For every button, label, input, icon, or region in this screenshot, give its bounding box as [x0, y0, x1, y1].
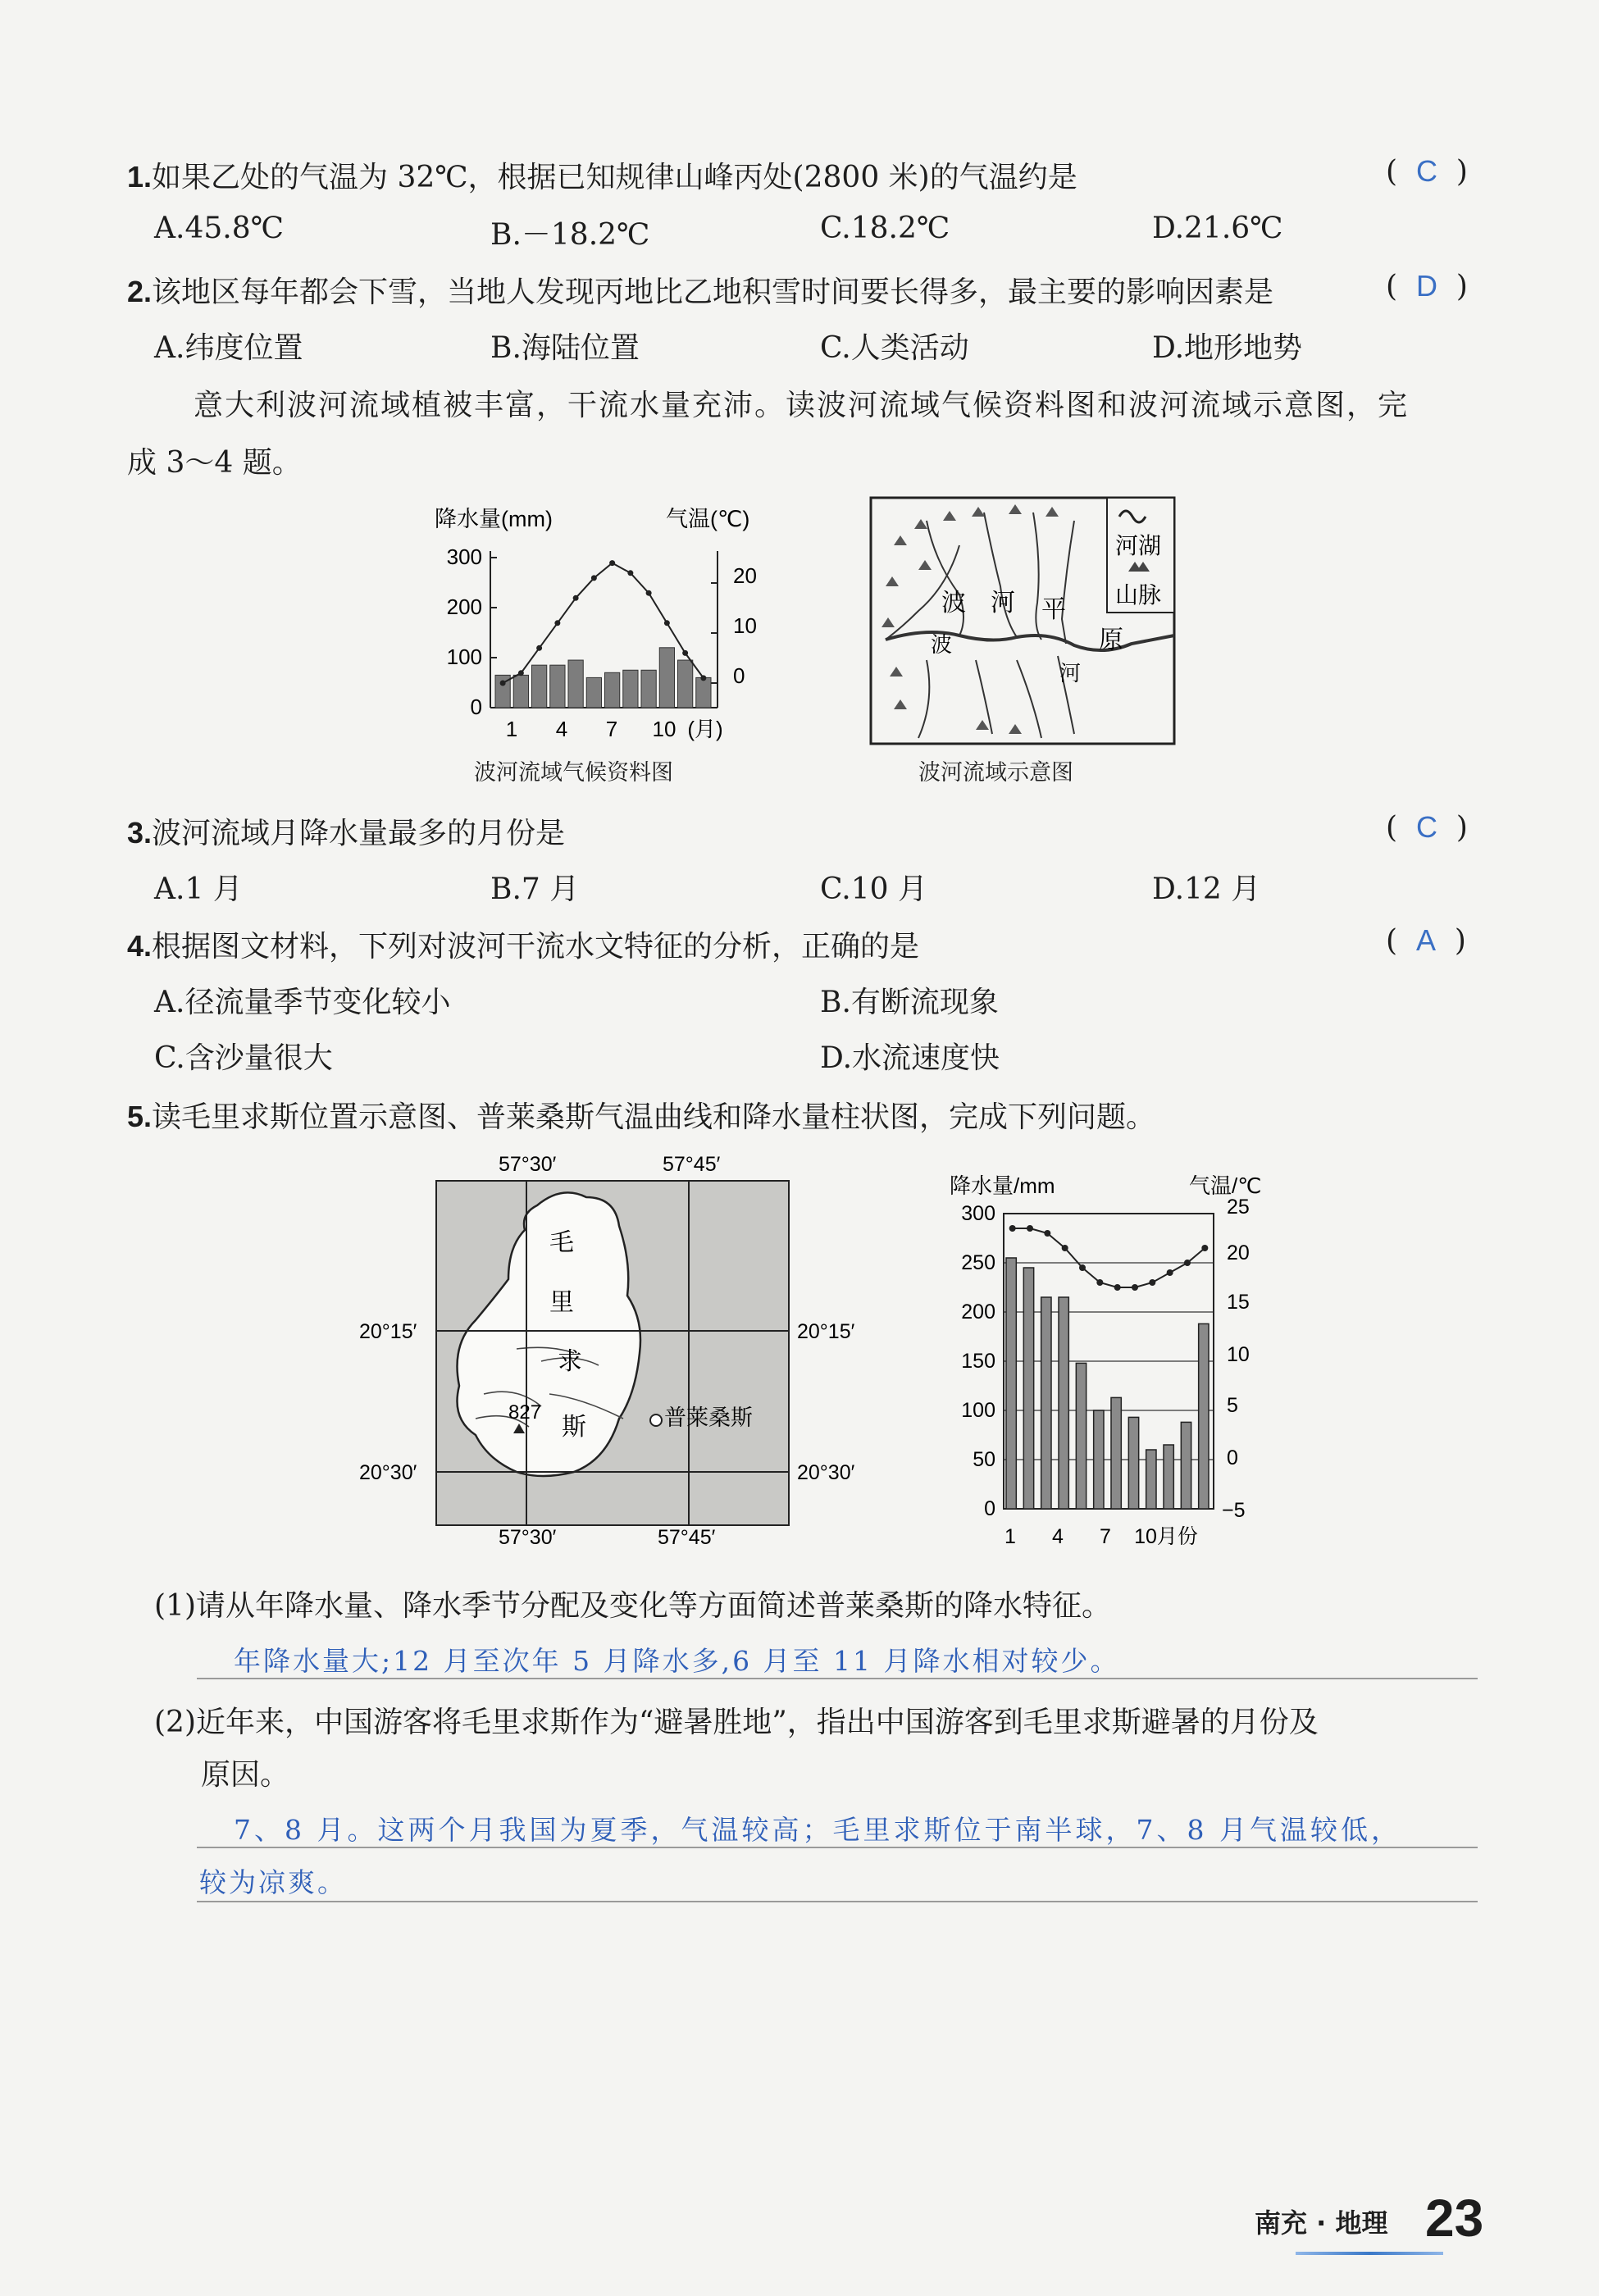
- po-precip-bar: [678, 660, 693, 708]
- po-precip-bar: [623, 670, 638, 708]
- po-ylabel-left: 降水量(mm): [435, 507, 553, 531]
- plaisance-climate-chart: [935, 1164, 1279, 1558]
- city-dot-icon: [650, 1414, 662, 1426]
- po-map-caption: 波河流域示意图: [918, 760, 1073, 786]
- city-plaisance: 普莱桑斯: [664, 1405, 753, 1430]
- pl-left-tick: 0: [984, 1497, 995, 1520]
- lat-label-right-1: 20°15′: [797, 1320, 855, 1343]
- po-label-yuan: 原: [1099, 626, 1123, 654]
- po-temp-point: [554, 620, 560, 626]
- q3-answer: C: [1415, 810, 1437, 844]
- po-precip-bar: [513, 675, 528, 708]
- q4-number: 4.: [127, 929, 153, 963]
- q3-option-c: C.10 月: [820, 872, 927, 906]
- po-basin-map: [869, 496, 1177, 746]
- po-precip-bar: [641, 670, 656, 708]
- lon-label-top-1: 57°30′: [499, 1153, 557, 1176]
- island-char-1: 毛: [549, 1229, 574, 1256]
- q5-sub1-text: 请从年降水量、降水季节分配及变化等方面简述普莱桑斯的降水特征。: [196, 1589, 1112, 1623]
- po-temp-point: [518, 670, 524, 676]
- q2-option-a: A.纬度位置: [154, 331, 303, 365]
- pl-right-tick: 5: [1227, 1394, 1238, 1417]
- pl-plot-area: [1004, 1214, 1214, 1509]
- po-left-tick: 100: [446, 645, 482, 669]
- q2-option-d: D.地形地势: [1152, 331, 1303, 365]
- pl-temp-point: [1132, 1284, 1138, 1291]
- pl-temp-point: [1044, 1230, 1050, 1237]
- peak-elevation: 827: [508, 1401, 542, 1424]
- po-temp-point: [664, 620, 670, 626]
- mauritius-map: [353, 1148, 877, 1550]
- lat-label-left-1: 20°15′: [359, 1320, 417, 1343]
- pl-precip-bar: [1076, 1363, 1086, 1509]
- pl-precip-bar: [1023, 1268, 1033, 1509]
- q5-sub1-label: (1): [154, 1589, 196, 1623]
- lon-label-bottom-2: 57°45′: [658, 1526, 716, 1549]
- pl-temp-line: [1013, 1228, 1205, 1287]
- pl-right-tick: 15: [1227, 1291, 1250, 1314]
- island-char-4: 斯: [562, 1414, 586, 1441]
- q4-option-a: A.径流量季节变化较小: [154, 986, 451, 1019]
- q3-option-d: D.12 月: [1152, 872, 1261, 906]
- po-ylabel-right: 气温(℃): [666, 507, 750, 531]
- q3-text: 波河流域月降水量最多的月份是: [152, 817, 566, 850]
- footer-accent-line: [1296, 2252, 1443, 2255]
- po-precip-bar: [550, 665, 565, 708]
- intro-line-2: 成 3～4 题。: [127, 446, 302, 480]
- po-temp-point: [700, 675, 706, 681]
- page-number: 23: [1425, 2189, 1484, 2248]
- po-climate-chart: [426, 492, 763, 787]
- po-left-tick: 300: [446, 544, 482, 569]
- q5-sub2-answer-1: 7、8 月。这两个月我国为夏季，气温较高；毛里求斯位于南半球，7、8 月气温较低，: [234, 1814, 1401, 1846]
- po-right-tick: 10: [733, 613, 757, 638]
- po-x-tick: 7: [605, 717, 618, 741]
- po-label-he2: 河: [1059, 661, 1082, 686]
- po-label-he1: 河: [991, 590, 1015, 617]
- q5-stem: [127, 1094, 1155, 1136]
- lat-label-right-2: 20°30′: [797, 1461, 855, 1484]
- po-temp-point: [609, 560, 615, 566]
- pl-precip-bar: [1041, 1297, 1051, 1509]
- po-label-bo2: 波: [931, 632, 953, 657]
- pl-left-ticks: [961, 1202, 995, 1520]
- pl-precip-bar: [1006, 1258, 1016, 1509]
- pl-right-tick: 0: [1227, 1446, 1238, 1469]
- q3-answer-paren: ( C ): [1386, 810, 1468, 845]
- po-temp-point: [536, 645, 542, 651]
- q3-stem: [127, 810, 565, 852]
- po-label-ping: 平: [1041, 596, 1066, 623]
- q3-option-b: B.7 月: [490, 872, 580, 906]
- pl-precip-bar: [1128, 1417, 1138, 1509]
- q4-option-c: C.含沙量很大: [154, 1041, 333, 1075]
- pl-right-tick: −5: [1222, 1499, 1246, 1522]
- pl-left-tick: 50: [973, 1448, 995, 1471]
- island-char-2: 里: [549, 1289, 574, 1316]
- po-x-tick: 10: [652, 717, 676, 741]
- po-left-tick: 0: [470, 695, 482, 719]
- po-temp-point: [500, 681, 506, 686]
- q5-sub2-label: (2): [154, 1706, 196, 1739]
- q1-stem: [127, 154, 1077, 196]
- pl-x-tick: 1: [1004, 1525, 1016, 1548]
- pl-temp-point: [1079, 1264, 1086, 1271]
- q1-text: 如果乙处的气温为 32℃，根据已知规律山峰丙处(2800 米)的气温约是: [152, 161, 1077, 194]
- po-right-tick: 20: [733, 563, 757, 588]
- po-mountains: [882, 504, 1059, 734]
- pl-left-tick: 150: [961, 1350, 995, 1373]
- q2-stem: [127, 269, 1273, 311]
- pl-temp-point: [1201, 1245, 1208, 1251]
- q2-option-b: B.海陆位置: [490, 331, 640, 365]
- pl-x-tick: 10月份: [1134, 1525, 1198, 1548]
- island-char-3: 求: [558, 1348, 582, 1375]
- po-legend-river: 河湖: [1115, 533, 1162, 558]
- pl-right-ticks: [1222, 1196, 1250, 1522]
- pl-precip-bar: [1111, 1397, 1121, 1509]
- po-temp-point: [627, 570, 633, 576]
- q4-answer: A: [1415, 923, 1436, 957]
- po-precip-bar: [568, 660, 583, 708]
- pl-left-tick: 250: [961, 1251, 995, 1274]
- q1-option-c: C.18.2℃: [820, 212, 950, 245]
- lon-label-bottom-1: 57°30′: [499, 1526, 557, 1549]
- q5-text: 读毛里求斯位置示意图、普莱桑斯气温曲线和降水量柱状图，完成下列问题。: [152, 1100, 1156, 1134]
- pl-precip-bar: [1199, 1323, 1209, 1509]
- pl-temp-point: [1167, 1269, 1173, 1276]
- pl-temp-point: [1062, 1245, 1068, 1251]
- q2-answer: D: [1415, 269, 1437, 303]
- po-x-unit: (月): [687, 717, 723, 741]
- pl-temp-point: [1027, 1225, 1033, 1232]
- q5-sub2-answer-2: 较为凉爽。: [199, 1866, 347, 1898]
- po-legend-mountain: 山脉: [1115, 582, 1162, 608]
- intro-line-1: 意大利波河流域植被丰富，干流水量充沛。读波河流域气候资料图和波河流域示意图，完: [194, 389, 1410, 422]
- pl-precip-bar: [1094, 1410, 1104, 1509]
- q4-text: 根据图文材料，下列对波河干流水文特征的分析，正确的是: [152, 930, 920, 963]
- q2-option-c: C.人类活动: [820, 331, 969, 365]
- po-left-tick: 200: [446, 594, 482, 619]
- po-right-tick: 0: [733, 663, 745, 688]
- pl-right-tick: 10: [1227, 1343, 1250, 1366]
- q4-answer-paren: ( A ): [1386, 923, 1466, 958]
- q5-sub1-answer: 年降水量大;12 月至次年 5 月降水多,6 月至 11 月降水相对较少。: [234, 1645, 1120, 1677]
- pl-x-tick: 7: [1100, 1525, 1111, 1548]
- po-label-bo1: 波: [941, 590, 966, 617]
- po-temp-point: [591, 575, 597, 581]
- pl-precip-bar: [1059, 1297, 1068, 1509]
- pl-temp-point: [1009, 1225, 1016, 1232]
- pl-temp-point: [1149, 1279, 1155, 1286]
- po-x-tick: 1: [505, 717, 518, 741]
- po-precip-bar: [659, 648, 674, 708]
- lon-label-top-2: 57°45′: [663, 1153, 721, 1176]
- q4-option-d: D.水流速度快: [820, 1041, 1000, 1075]
- po-right-ticks: [733, 563, 757, 688]
- po-chart-caption: 波河流域气候资料图: [474, 760, 673, 786]
- q2-text: 该地区每年都会下雪，当地人发现丙地比乙地积雪时间要长得多，最主要的影响因素是: [152, 276, 1274, 309]
- pl-left-tick: 300: [961, 1202, 995, 1225]
- pl-temp-point: [1114, 1284, 1121, 1291]
- q2-answer-paren: ( D ): [1386, 269, 1468, 303]
- po-left-ticks: [447, 544, 482, 719]
- q1-option-b: B.－18.2℃: [490, 218, 650, 252]
- pl-right-tick: 20: [1227, 1241, 1250, 1264]
- answer-line: [197, 1847, 1478, 1848]
- pl-right-tick: 25: [1227, 1196, 1250, 1219]
- pl-precip-bar: [1164, 1445, 1173, 1509]
- q5-number: 5.: [127, 1100, 153, 1133]
- pl-precip-bar: [1146, 1450, 1156, 1509]
- q4-option-b: B.有断流现象: [820, 986, 999, 1019]
- lat-label-left-2: 20°30′: [359, 1461, 417, 1484]
- answer-line: [197, 1678, 1478, 1679]
- po-x-tick: 4: [555, 717, 568, 741]
- po-precip-bar: [696, 677, 711, 708]
- pl-ylabel-left: 降水量/mm: [950, 1173, 1055, 1198]
- po-precip-bar: [586, 677, 601, 708]
- po-plot-area: [490, 551, 718, 708]
- q1-answer: C: [1415, 154, 1437, 188]
- q5-sub2-text: 近年来，中国游客将毛里求斯作为“避暑胜地”，指出中国游客到毛里求斯避暑的月份及: [196, 1706, 1319, 1739]
- po-temp-point: [573, 595, 579, 601]
- q1-option-a: A.45.8℃: [154, 212, 284, 245]
- pl-temp-point: [1184, 1260, 1191, 1266]
- answer-line: [197, 1901, 1478, 1902]
- footer-subject: 南充 · 地理: [1255, 2207, 1388, 2239]
- q5-sub2: [154, 1699, 1319, 1741]
- pl-temp-point: [1096, 1279, 1103, 1286]
- pl-left-tick: 100: [961, 1399, 995, 1422]
- pl-precip-bar: [1181, 1422, 1191, 1509]
- q3-number: 3.: [127, 816, 153, 850]
- pl-left-tick: 200: [961, 1301, 995, 1323]
- po-temp-point: [682, 650, 688, 656]
- po-precip-bar: [532, 665, 547, 708]
- q5-sub1: [154, 1583, 1111, 1624]
- q1-number: 1.: [127, 160, 153, 194]
- po-precip-bar: [605, 672, 620, 708]
- q1-option-d: D.21.6℃: [1152, 212, 1283, 245]
- q4-stem: [127, 923, 919, 965]
- q2-number: 2.: [127, 275, 153, 308]
- q1-answer-paren: ( C ): [1386, 154, 1468, 189]
- pl-ylabel-right: 气温/℃: [1189, 1173, 1262, 1198]
- q3-option-a: A.1 月: [154, 872, 243, 906]
- pl-x-tick: 4: [1052, 1525, 1064, 1548]
- q5-sub2-text-2: 原因。: [201, 1758, 290, 1792]
- po-temp-point: [646, 590, 652, 596]
